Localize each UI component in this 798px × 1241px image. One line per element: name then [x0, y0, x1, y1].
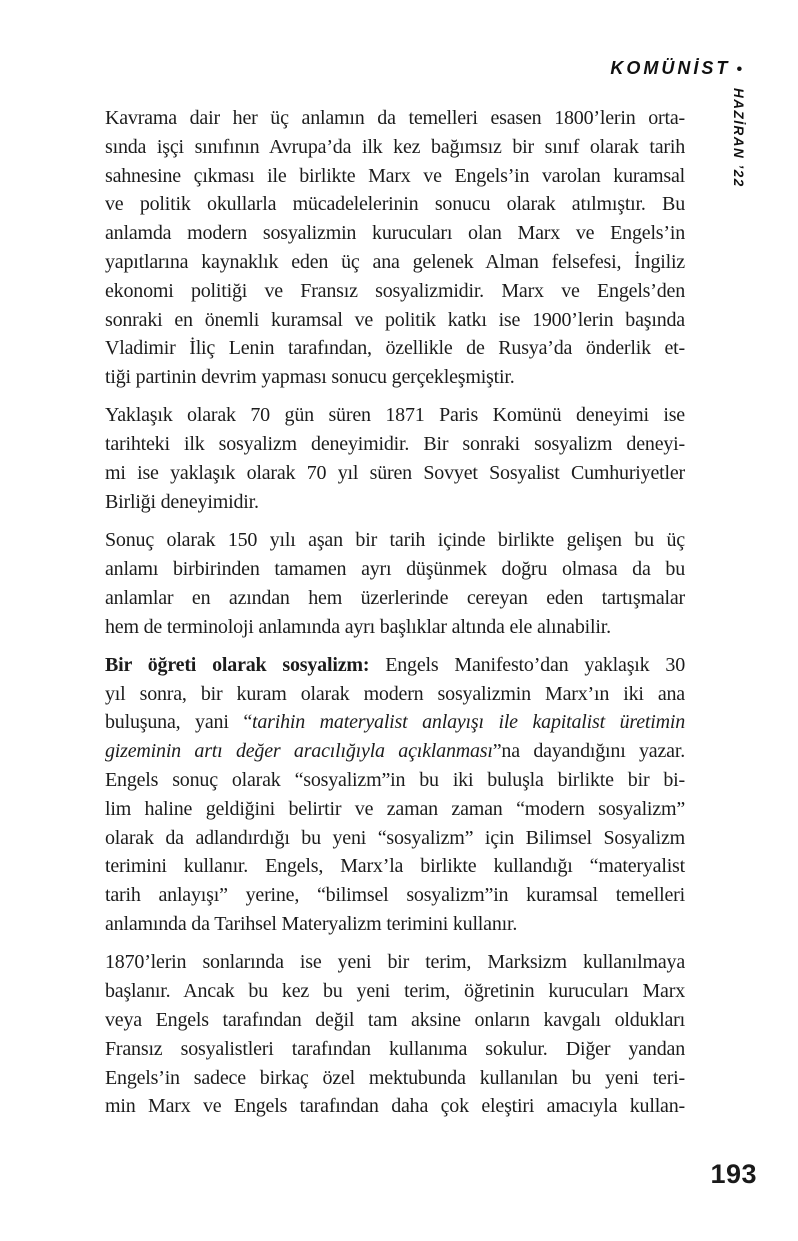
paragraph: [105, 948, 685, 1121]
text: min Marx ve Engels tarafından daha çok eleştiri amacıyla kullan-: [105, 1095, 685, 1118]
text-line: [105, 824, 685, 853]
text: Fransız sosyalistleri tarafından kullanıma sokulur. Diğer yandan: [105, 1037, 685, 1060]
text: tiği partinin devrim yapması sonucu gerçekleşmiştir.: [105, 366, 515, 389]
issue-date-sidebar: HAZİRAN ’22: [731, 88, 746, 188]
text-line: [105, 133, 685, 162]
text: terimini kullanır. Engels, Marx’la birlikte kullandığı “materyalist: [105, 855, 685, 878]
text: hem de terminoloji anlamında ayrı başlıklar altında ele alınabilir.: [105, 615, 611, 638]
italic-text: tarihin materyalist anlayışı ile kapitalist üretimin: [252, 711, 686, 734]
text-line: [105, 613, 685, 642]
text-line: [105, 334, 685, 363]
text: Yaklaşık olarak 70 gün süren 1871 Paris Komünü deneyimi ise: [105, 404, 685, 427]
paragraph: [105, 526, 685, 641]
text: tarih anlayışı” yerine, “bilimsel sosyalizm”in kuramsal temelleri: [105, 884, 685, 907]
text-line: [105, 306, 685, 335]
text: anlamlar en azından hem üzerlerinde cereyan eden tartışmalar: [105, 586, 685, 609]
text-line: [105, 104, 685, 133]
text: ve politik okullarla mücadelelerinin sonucu olarak atılmıştır. Bu: [105, 193, 685, 216]
text: Engels Manifesto’dan yaklaşık 30: [369, 653, 685, 676]
text: Vladimir İliç Lenin tarafından, özellikle de Rusya’da önderlik et-: [105, 337, 685, 360]
text: Engels sonuç olarak “sosyalizm”in bu iki buluşla birlikte bir bi-: [105, 769, 685, 792]
body-text: [105, 104, 685, 1131]
text-line: [105, 680, 685, 709]
text-line: [105, 1092, 685, 1121]
text: 1870’lerin sonlarında ise yeni bir terim, Marksizm kullanılmaya: [105, 951, 685, 974]
bold-text: Bir öğreti olarak sosyalizm:: [105, 653, 370, 676]
text-line: [105, 277, 685, 306]
text-line: [105, 430, 685, 459]
text-line: [105, 363, 685, 392]
paragraph: [105, 401, 685, 516]
text-line: [105, 248, 685, 277]
text: buluşuna, yani “: [105, 711, 252, 734]
page-number: 193: [710, 1159, 757, 1189]
text-line: [105, 881, 685, 910]
text-line: [105, 910, 685, 939]
text-line: [105, 488, 685, 517]
text-line: [105, 651, 685, 680]
text-line: [105, 401, 685, 430]
text: tarihteki ilk sosyalizm deneyimidir. Bir sonraki sosyalizm deneyi-: [105, 433, 685, 456]
text: yıl sonra, bir kuram olarak modern sosyalizmin Marx’ın iki ana: [105, 682, 685, 705]
text-line: [105, 584, 685, 613]
text: Engels’in sadece birkaç özel mektubunda kullanılan bu yeni teri-: [105, 1066, 685, 1089]
text-line: [105, 190, 685, 219]
text-line: [105, 162, 685, 191]
text-line: [105, 852, 685, 881]
text: Birliği deneyimidir.: [105, 490, 259, 513]
text: anlamda modern sosyalizmin kurucuları olan Marx ve Engels’in: [105, 222, 685, 245]
text-line: [105, 219, 685, 248]
text: Kavrama dair her üç anlamın da temelleri esasen 1800’lerin orta-: [105, 107, 685, 129]
text-line: [105, 1035, 685, 1064]
text: mi ise yaklaşık olarak 70 yıl süren Sovyet Sosyalist Cumhuriyetler: [105, 462, 685, 485]
text-line: [105, 1064, 685, 1093]
text-line: [105, 795, 685, 824]
text: başlanır. Ancak bu kez bu yeni terim, öğretinin kurucuları Marx: [105, 980, 685, 1003]
paragraph: [105, 651, 685, 939]
text-line: [105, 1006, 685, 1035]
text-line: [105, 526, 685, 555]
magazine-title: KOMÜNİST: [610, 58, 731, 78]
bullet-icon: •: [736, 60, 742, 78]
paragraph: [105, 104, 685, 392]
text: sında işçi sınıfının Avrupa’da ilk kez bağımsız bir sınıf olarak tarih: [105, 135, 685, 158]
text: sahnesine çıkması ile birlikte Marx ve Engels’in varolan kuramsal: [105, 164, 685, 187]
text-line: [105, 977, 685, 1006]
text: Sonuç olarak 150 yılı aşan bir tarih içinde birlikte gelişen bu üç: [105, 529, 685, 552]
text: lim haline geldiğini belirtir ve zaman zaman “modern sosyalizm”: [105, 797, 685, 820]
italic-text: gizeminin artı değer aracılığıyla açıklanması: [105, 740, 493, 763]
text: ”na dayandığını yazar.: [492, 740, 685, 763]
text: yapıtlarına kaynaklık eden üç ana gelenek Alman felsefesi, İngiliz: [105, 250, 685, 273]
text: anlamında da Tarihsel Materyalizm terimini kullanır.: [105, 913, 518, 936]
text: ekonomi politiği ve Fransız sosyalizmidir. Marx ve Engels’den: [105, 279, 685, 302]
text-line: [105, 737, 685, 766]
text-line: [105, 555, 685, 584]
text-line: [105, 766, 685, 795]
text-line: [105, 948, 685, 977]
text: veya Engels tarafından değil tam aksine onların kavgalı oldukları: [105, 1008, 685, 1031]
text-line: [105, 459, 685, 488]
text: anlamı birbirinden tamamen ayrı düşünmek doğru olmasa da bu: [105, 557, 685, 580]
text-line: [105, 708, 685, 737]
running-header: [610, 58, 742, 79]
text: olarak da adlandırdığı bu yeni “sosyalizm” için Bilimsel Sosyalizm: [105, 826, 685, 849]
text: sonraki en önemli kuramsal ve politik katkı ise 1900’lerin başında: [105, 308, 685, 331]
